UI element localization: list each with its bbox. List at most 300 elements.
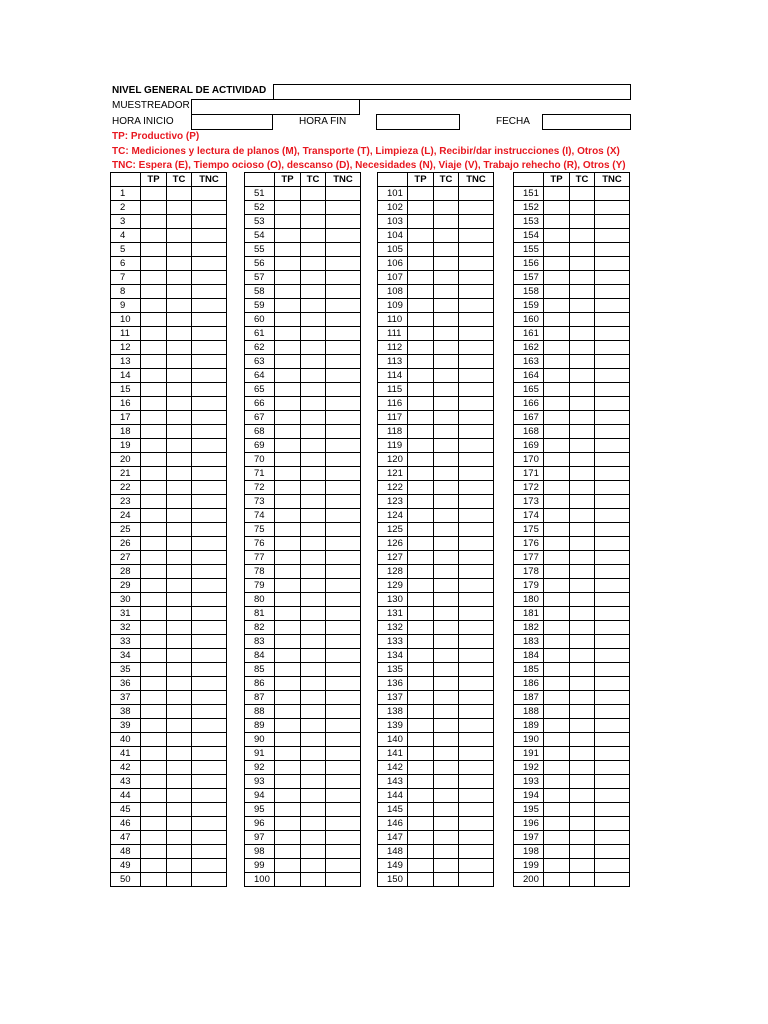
tnc-cell[interactable] <box>192 495 227 509</box>
tc-cell[interactable] <box>570 775 595 789</box>
tp-cell[interactable] <box>408 551 434 565</box>
tp-cell[interactable] <box>141 215 167 229</box>
tc-cell[interactable] <box>570 229 595 243</box>
tc-cell[interactable] <box>434 453 459 467</box>
tnc-cell[interactable] <box>459 187 494 201</box>
tnc-cell[interactable] <box>192 663 227 677</box>
hora-inicio-field[interactable] <box>191 114 273 130</box>
tc-cell[interactable] <box>301 747 326 761</box>
tc-cell[interactable] <box>167 439 192 453</box>
tp-cell[interactable] <box>275 831 301 845</box>
tnc-cell[interactable] <box>192 299 227 313</box>
tnc-cell[interactable] <box>326 313 361 327</box>
tc-cell[interactable] <box>570 789 595 803</box>
tnc-cell[interactable] <box>459 299 494 313</box>
tp-cell[interactable] <box>141 663 167 677</box>
tnc-cell[interactable] <box>192 845 227 859</box>
tnc-cell[interactable] <box>595 873 630 887</box>
tp-cell[interactable] <box>408 355 434 369</box>
tp-cell[interactable] <box>141 607 167 621</box>
tp-cell[interactable] <box>544 859 570 873</box>
tp-cell[interactable] <box>141 425 167 439</box>
tp-cell[interactable] <box>275 635 301 649</box>
tnc-cell[interactable] <box>326 467 361 481</box>
tc-cell[interactable] <box>570 859 595 873</box>
tc-cell[interactable] <box>167 369 192 383</box>
tc-cell[interactable] <box>301 691 326 705</box>
tc-cell[interactable] <box>570 705 595 719</box>
tnc-cell[interactable] <box>459 495 494 509</box>
tp-cell[interactable] <box>275 719 301 733</box>
tc-cell[interactable] <box>434 523 459 537</box>
tnc-cell[interactable] <box>326 565 361 579</box>
tp-cell[interactable] <box>408 649 434 663</box>
tnc-cell[interactable] <box>326 299 361 313</box>
tc-cell[interactable] <box>570 187 595 201</box>
tc-cell[interactable] <box>434 803 459 817</box>
tnc-cell[interactable] <box>326 411 361 425</box>
tnc-cell[interactable] <box>459 341 494 355</box>
tp-cell[interactable] <box>141 285 167 299</box>
tp-cell[interactable] <box>408 691 434 705</box>
tnc-cell[interactable] <box>192 425 227 439</box>
tp-cell[interactable] <box>408 775 434 789</box>
tp-cell[interactable] <box>141 551 167 565</box>
tnc-cell[interactable] <box>326 215 361 229</box>
tnc-cell[interactable] <box>459 201 494 215</box>
tp-cell[interactable] <box>275 481 301 495</box>
tc-cell[interactable] <box>167 845 192 859</box>
tc-cell[interactable] <box>434 817 459 831</box>
tp-cell[interactable] <box>275 271 301 285</box>
tp-cell[interactable] <box>141 789 167 803</box>
tc-cell[interactable] <box>167 817 192 831</box>
tnc-cell[interactable] <box>459 635 494 649</box>
tc-cell[interactable] <box>570 663 595 677</box>
tp-cell[interactable] <box>141 831 167 845</box>
tnc-cell[interactable] <box>326 775 361 789</box>
tc-cell[interactable] <box>167 467 192 481</box>
tc-cell[interactable] <box>570 747 595 761</box>
tnc-cell[interactable] <box>326 453 361 467</box>
tp-cell[interactable] <box>408 747 434 761</box>
tp-cell[interactable] <box>275 817 301 831</box>
tnc-cell[interactable] <box>459 243 494 257</box>
tnc-cell[interactable] <box>595 565 630 579</box>
tnc-cell[interactable] <box>459 551 494 565</box>
tp-cell[interactable] <box>408 621 434 635</box>
tc-cell[interactable] <box>167 383 192 397</box>
tp-cell[interactable] <box>275 565 301 579</box>
tc-cell[interactable] <box>434 607 459 621</box>
tc-cell[interactable] <box>434 635 459 649</box>
tp-cell[interactable] <box>544 467 570 481</box>
tnc-cell[interactable] <box>326 327 361 341</box>
tp-cell[interactable] <box>544 775 570 789</box>
tc-cell[interactable] <box>570 453 595 467</box>
tnc-cell[interactable] <box>326 257 361 271</box>
tc-cell[interactable] <box>301 607 326 621</box>
tp-cell[interactable] <box>544 579 570 593</box>
tp-cell[interactable] <box>408 439 434 453</box>
tp-cell[interactable] <box>275 257 301 271</box>
tnc-cell[interactable] <box>192 523 227 537</box>
tnc-cell[interactable] <box>192 243 227 257</box>
tc-cell[interactable] <box>301 215 326 229</box>
tp-cell[interactable] <box>275 551 301 565</box>
tnc-cell[interactable] <box>595 411 630 425</box>
tc-cell[interactable] <box>570 873 595 887</box>
tnc-cell[interactable] <box>459 439 494 453</box>
tp-cell[interactable] <box>275 215 301 229</box>
tp-cell[interactable] <box>544 299 570 313</box>
tp-cell[interactable] <box>141 481 167 495</box>
tnc-cell[interactable] <box>192 481 227 495</box>
tnc-cell[interactable] <box>595 495 630 509</box>
tp-cell[interactable] <box>141 733 167 747</box>
tnc-cell[interactable] <box>595 691 630 705</box>
tnc-cell[interactable] <box>326 285 361 299</box>
tnc-cell[interactable] <box>192 621 227 635</box>
tnc-cell[interactable] <box>459 831 494 845</box>
tc-cell[interactable] <box>570 243 595 257</box>
tnc-cell[interactable] <box>459 215 494 229</box>
tp-cell[interactable] <box>544 243 570 257</box>
tc-cell[interactable] <box>301 551 326 565</box>
tnc-cell[interactable] <box>326 719 361 733</box>
tc-cell[interactable] <box>570 845 595 859</box>
tp-cell[interactable] <box>275 313 301 327</box>
tc-cell[interactable] <box>434 271 459 285</box>
tc-cell[interactable] <box>167 537 192 551</box>
tp-cell[interactable] <box>408 411 434 425</box>
tp-cell[interactable] <box>275 537 301 551</box>
tc-cell[interactable] <box>167 271 192 285</box>
tc-cell[interactable] <box>570 271 595 285</box>
tc-cell[interactable] <box>167 565 192 579</box>
tc-cell[interactable] <box>434 327 459 341</box>
tc-cell[interactable] <box>434 761 459 775</box>
tp-cell[interactable] <box>408 397 434 411</box>
tnc-cell[interactable] <box>595 733 630 747</box>
tp-cell[interactable] <box>141 313 167 327</box>
tp-cell[interactable] <box>141 747 167 761</box>
tp-cell[interactable] <box>544 271 570 285</box>
tp-cell[interactable] <box>408 845 434 859</box>
tc-cell[interactable] <box>570 285 595 299</box>
tp-cell[interactable] <box>544 201 570 215</box>
tnc-cell[interactable] <box>326 635 361 649</box>
tnc-cell[interactable] <box>459 509 494 523</box>
tnc-cell[interactable] <box>595 859 630 873</box>
tnc-cell[interactable] <box>595 229 630 243</box>
tp-cell[interactable] <box>141 719 167 733</box>
tnc-cell[interactable] <box>326 495 361 509</box>
tp-cell[interactable] <box>544 663 570 677</box>
tnc-cell[interactable] <box>192 313 227 327</box>
tp-cell[interactable] <box>141 257 167 271</box>
tc-cell[interactable] <box>570 397 595 411</box>
tnc-cell[interactable] <box>192 439 227 453</box>
tp-cell[interactable] <box>408 509 434 523</box>
tp-cell[interactable] <box>408 859 434 873</box>
tnc-cell[interactable] <box>595 579 630 593</box>
tp-cell[interactable] <box>141 579 167 593</box>
tp-cell[interactable] <box>275 663 301 677</box>
tp-cell[interactable] <box>408 565 434 579</box>
tc-cell[interactable] <box>434 201 459 215</box>
tc-cell[interactable] <box>167 663 192 677</box>
tp-cell[interactable] <box>141 537 167 551</box>
tc-cell[interactable] <box>434 187 459 201</box>
tp-cell[interactable] <box>544 831 570 845</box>
tp-cell[interactable] <box>141 523 167 537</box>
tp-cell[interactable] <box>141 565 167 579</box>
tc-cell[interactable] <box>301 201 326 215</box>
tnc-cell[interactable] <box>326 803 361 817</box>
tp-cell[interactable] <box>408 229 434 243</box>
tnc-cell[interactable] <box>459 845 494 859</box>
tp-cell[interactable] <box>275 845 301 859</box>
tc-cell[interactable] <box>167 691 192 705</box>
tc-cell[interactable] <box>167 747 192 761</box>
tnc-cell[interactable] <box>192 509 227 523</box>
tc-cell[interactable] <box>570 761 595 775</box>
tnc-cell[interactable] <box>595 817 630 831</box>
tc-cell[interactable] <box>434 467 459 481</box>
tc-cell[interactable] <box>301 327 326 341</box>
tp-cell[interactable] <box>141 229 167 243</box>
tc-cell[interactable] <box>301 705 326 719</box>
tp-cell[interactable] <box>408 481 434 495</box>
tnc-cell[interactable] <box>595 523 630 537</box>
tc-cell[interactable] <box>167 621 192 635</box>
tnc-cell[interactable] <box>459 425 494 439</box>
tc-cell[interactable] <box>570 579 595 593</box>
tnc-cell[interactable] <box>459 733 494 747</box>
tp-cell[interactable] <box>141 271 167 285</box>
tnc-cell[interactable] <box>595 775 630 789</box>
tnc-cell[interactable] <box>459 229 494 243</box>
tp-cell[interactable] <box>141 705 167 719</box>
tp-cell[interactable] <box>275 621 301 635</box>
tp-cell[interactable] <box>544 523 570 537</box>
tnc-cell[interactable] <box>326 243 361 257</box>
tnc-cell[interactable] <box>326 831 361 845</box>
tc-cell[interactable] <box>570 691 595 705</box>
tc-cell[interactable] <box>434 411 459 425</box>
tp-cell[interactable] <box>275 733 301 747</box>
tp-cell[interactable] <box>275 201 301 215</box>
tc-cell[interactable] <box>301 495 326 509</box>
tc-cell[interactable] <box>167 761 192 775</box>
tnc-cell[interactable] <box>595 215 630 229</box>
tp-cell[interactable] <box>544 845 570 859</box>
tnc-cell[interactable] <box>595 439 630 453</box>
tnc-cell[interactable] <box>459 705 494 719</box>
tc-cell[interactable] <box>301 803 326 817</box>
tc-cell[interactable] <box>570 719 595 733</box>
tp-cell[interactable] <box>544 803 570 817</box>
tnc-cell[interactable] <box>192 789 227 803</box>
tnc-cell[interactable] <box>192 397 227 411</box>
tc-cell[interactable] <box>167 873 192 887</box>
tp-cell[interactable] <box>408 719 434 733</box>
tc-cell[interactable] <box>434 537 459 551</box>
tp-cell[interactable] <box>408 677 434 691</box>
tp-cell[interactable] <box>408 243 434 257</box>
tnc-cell[interactable] <box>459 873 494 887</box>
tnc-cell[interactable] <box>595 663 630 677</box>
tc-cell[interactable] <box>301 593 326 607</box>
tnc-cell[interactable] <box>595 341 630 355</box>
tp-cell[interactable] <box>408 733 434 747</box>
tc-cell[interactable] <box>167 201 192 215</box>
tnc-cell[interactable] <box>192 831 227 845</box>
tnc-cell[interactable] <box>326 397 361 411</box>
tnc-cell[interactable] <box>459 859 494 873</box>
tc-cell[interactable] <box>434 775 459 789</box>
tc-cell[interactable] <box>434 691 459 705</box>
tnc-cell[interactable] <box>459 803 494 817</box>
tp-cell[interactable] <box>275 607 301 621</box>
tnc-cell[interactable] <box>326 271 361 285</box>
tp-cell[interactable] <box>408 523 434 537</box>
tc-cell[interactable] <box>434 593 459 607</box>
tnc-cell[interactable] <box>192 369 227 383</box>
tp-cell[interactable] <box>544 747 570 761</box>
tc-cell[interactable] <box>301 523 326 537</box>
tp-cell[interactable] <box>544 733 570 747</box>
tc-cell[interactable] <box>301 313 326 327</box>
tp-cell[interactable] <box>544 229 570 243</box>
tnc-cell[interactable] <box>192 383 227 397</box>
tc-cell[interactable] <box>167 733 192 747</box>
tc-cell[interactable] <box>434 579 459 593</box>
tnc-cell[interactable] <box>326 859 361 873</box>
tp-cell[interactable] <box>141 383 167 397</box>
tp-cell[interactable] <box>544 509 570 523</box>
tnc-cell[interactable] <box>192 705 227 719</box>
tp-cell[interactable] <box>544 719 570 733</box>
tc-cell[interactable] <box>434 243 459 257</box>
tp-cell[interactable] <box>544 789 570 803</box>
tc-cell[interactable] <box>570 439 595 453</box>
tnc-cell[interactable] <box>326 383 361 397</box>
tc-cell[interactable] <box>301 257 326 271</box>
tnc-cell[interactable] <box>326 663 361 677</box>
tc-cell[interactable] <box>301 425 326 439</box>
tnc-cell[interactable] <box>595 257 630 271</box>
tp-cell[interactable] <box>408 873 434 887</box>
tnc-cell[interactable] <box>459 313 494 327</box>
tc-cell[interactable] <box>301 635 326 649</box>
tc-cell[interactable] <box>167 229 192 243</box>
tnc-cell[interactable] <box>595 369 630 383</box>
tnc-cell[interactable] <box>595 355 630 369</box>
tnc-cell[interactable] <box>192 355 227 369</box>
tp-cell[interactable] <box>408 579 434 593</box>
tnc-cell[interactable] <box>595 243 630 257</box>
tp-cell[interactable] <box>544 439 570 453</box>
tc-cell[interactable] <box>301 453 326 467</box>
tp-cell[interactable] <box>408 299 434 313</box>
tp-cell[interactable] <box>275 873 301 887</box>
tnc-cell[interactable] <box>326 523 361 537</box>
tnc-cell[interactable] <box>595 761 630 775</box>
tc-cell[interactable] <box>301 383 326 397</box>
tc-cell[interactable] <box>570 733 595 747</box>
tp-cell[interactable] <box>275 789 301 803</box>
tnc-cell[interactable] <box>595 845 630 859</box>
tc-cell[interactable] <box>301 649 326 663</box>
tp-cell[interactable] <box>141 621 167 635</box>
tp-cell[interactable] <box>544 327 570 341</box>
tp-cell[interactable] <box>141 439 167 453</box>
tc-cell[interactable] <box>167 425 192 439</box>
tnc-cell[interactable] <box>326 649 361 663</box>
tp-cell[interactable] <box>408 537 434 551</box>
tc-cell[interactable] <box>434 565 459 579</box>
tnc-cell[interactable] <box>326 691 361 705</box>
tnc-cell[interactable] <box>459 789 494 803</box>
tc-cell[interactable] <box>301 187 326 201</box>
tc-cell[interactable] <box>167 411 192 425</box>
tp-cell[interactable] <box>408 635 434 649</box>
tc-cell[interactable] <box>301 397 326 411</box>
tnc-cell[interactable] <box>459 761 494 775</box>
tnc-cell[interactable] <box>595 705 630 719</box>
tp-cell[interactable] <box>275 341 301 355</box>
tnc-cell[interactable] <box>459 649 494 663</box>
tc-cell[interactable] <box>301 845 326 859</box>
tc-cell[interactable] <box>570 565 595 579</box>
tc-cell[interactable] <box>434 719 459 733</box>
tp-cell[interactable] <box>544 453 570 467</box>
tc-cell[interactable] <box>434 369 459 383</box>
tc-cell[interactable] <box>167 635 192 649</box>
tp-cell[interactable] <box>544 383 570 397</box>
tnc-cell[interactable] <box>459 355 494 369</box>
tc-cell[interactable] <box>570 341 595 355</box>
tp-cell[interactable] <box>544 215 570 229</box>
tnc-cell[interactable] <box>459 775 494 789</box>
tc-cell[interactable] <box>434 789 459 803</box>
tc-cell[interactable] <box>167 789 192 803</box>
tp-cell[interactable] <box>275 705 301 719</box>
tp-cell[interactable] <box>275 467 301 481</box>
tp-cell[interactable] <box>141 635 167 649</box>
tc-cell[interactable] <box>434 229 459 243</box>
tnc-cell[interactable] <box>595 607 630 621</box>
tnc-cell[interactable] <box>192 551 227 565</box>
tp-cell[interactable] <box>141 859 167 873</box>
tp-cell[interactable] <box>275 859 301 873</box>
tnc-cell[interactable] <box>595 509 630 523</box>
tnc-cell[interactable] <box>326 355 361 369</box>
tp-cell[interactable] <box>275 397 301 411</box>
tc-cell[interactable] <box>301 537 326 551</box>
title-field[interactable] <box>273 84 631 100</box>
tnc-cell[interactable] <box>459 677 494 691</box>
tnc-cell[interactable] <box>192 817 227 831</box>
tnc-cell[interactable] <box>192 341 227 355</box>
tc-cell[interactable] <box>301 411 326 425</box>
tnc-cell[interactable] <box>459 481 494 495</box>
tc-cell[interactable] <box>570 803 595 817</box>
tnc-cell[interactable] <box>595 397 630 411</box>
tp-cell[interactable] <box>544 425 570 439</box>
